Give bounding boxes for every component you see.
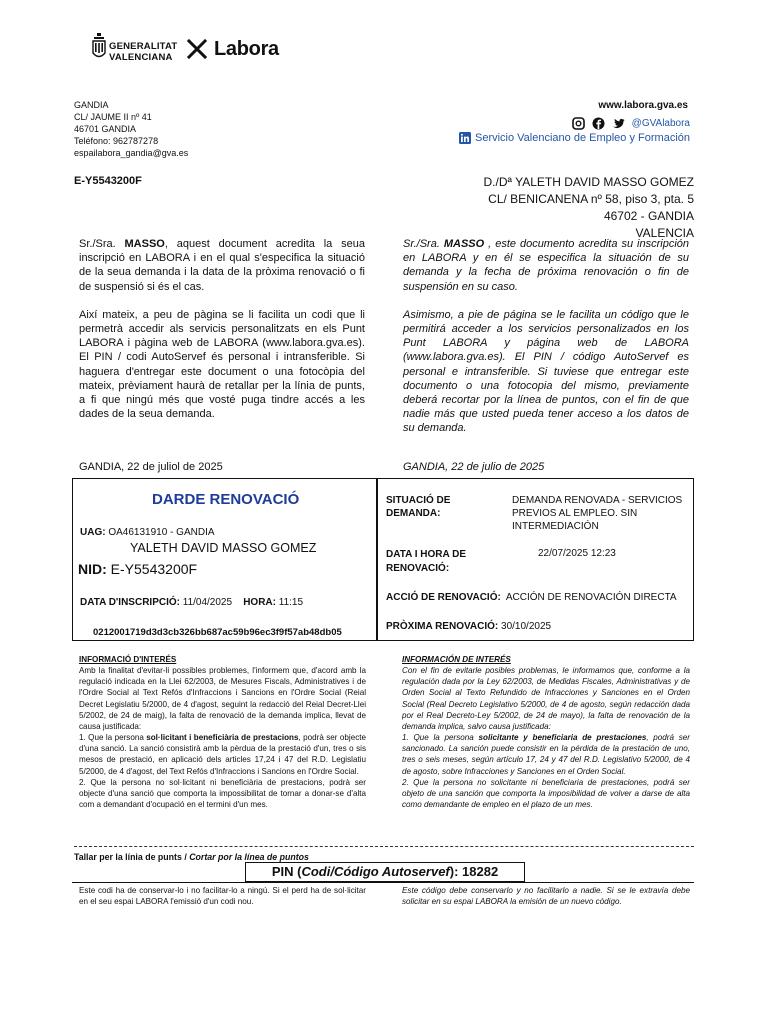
pin-note-spanish: Este código debe conservarlo y no facilitarlo a nadie. Si se le extravía debe solicitar en su espai LABORA la emisión de un nuevo código. [402,886,690,906]
document-reference: E-Y5543200F [74,175,142,187]
linkedin-icon[interactable] [459,132,471,144]
inscripcio-row: DATA D'INSCRIPCIÓ: 11/04/2025 HORA: 11:15 [80,597,304,608]
gv-name-line2: VALENCIANA [109,52,173,63]
datahora-label: DATA I HORA DE RENOVACIÓ: [386,549,466,574]
situacio-label: SITUACIÓ DE DEMANDA: [386,495,451,519]
office-address [74,99,188,159]
info-intro: Amb la finalitat d'evitar-li possibles problemes, l'informem que, d'acord amb la regulació indicada en la Llei 62/2003, de Mesures Fiscals, Administratives i de l'Ordre Social al Text Refós d'Infraccions i Sancions en l'Ordre Social (Reial Decret Legislatiu 5/2000, de 4 d'agost, seguint la redacció del Reial Decret-Llei 5/2002, de 24 de maig), la falta de renovació de la demanda implica, llevat de causa justificada: [79,666,366,731]
twitter-icon[interactable] [612,117,625,130]
pin-note-valencian: Este codi ha de conservar-lo i no facilitar-lo a ningú. Si el perd ha de sol·licitar en el seu espai LABORA l'emissió d'un codi nou. [79,886,366,906]
info-spanish [402,654,690,810]
hora-value: 11:15 [278,597,304,608]
proxima-row: PRÒXIMA RENOVACIÓ: 30/10/2025 [386,621,552,632]
generalitat-logo [92,31,178,67]
servei-name: Servicio Valenciano de Empleo y Formación [474,132,690,144]
pin-separator [72,882,694,883]
body-valencian [79,237,365,435]
info-item-1: 1. Que la persona sol·licitant i beneficiària de prestacions, podrà ser objecte d'una sanció. La sanció consistirà amb la pèrdua de la prestació d'un, tres o sis mesos de prestació, en aplicació dels articles 17,24 i 47 del R.D. Legislatiu 5/2000, de 4 d'agost, del Text Refós d'Infraccions i Sancions en l'Ordre Social. [79,733,366,776]
info-intro: Con el fin de evitarle posibles problemas, le informamos que, conforme a la regulación dada por la Ley 62/2003, de Medidas Fiscales, Administrativas y de Orden Social al Texto Refundido de Infracciones y Sanciones en el Orden Social (Real Decreto Legislativo 5/2000, de 4 de agosto, según redacción dada por el Real Decreto-Ley 5/2002, de 24 de mayo), la falta de renovación de la demanda implica, salvo causa justificada: [402,666,690,731]
office-line: Teléfono: 962787278 [74,136,159,146]
social-links [572,117,690,130]
paragraph: Sr./Sra. MASSO, aquest document acredita la seua inscripció en LABORA i en el qual s'especifica la situació de la seua demanda i la data de la pròxima renovació o fi de suspensió si és el cas. [79,238,365,293]
office-line: 46701 GANDIA [74,124,137,134]
website-link[interactable]: www.labora.gva.es [598,100,688,111]
social-handle[interactable]: @GVAlabora [631,118,690,129]
box-divider [376,478,378,641]
recipient-name: D./Dª YALETH DAVID MASSO GOMEZ [483,175,694,189]
info-item-2: 2. Que la persona no sol·licitant ni beneficiària de prestacions, podrà ser objecte d'una sanció que comporta la impossibilitat de tornar a donar-se d'alta com a demandant d'ocupació en el termini d'un mes. [79,777,366,810]
holder-name: YALETH DAVID MASSO GOMEZ [130,541,317,555]
cut-instruction: Tallar per la línia de punts / Cortar por la línea de puntos [74,852,309,862]
info-item-1: 1. Que la persona solicitante y beneficiaria de prestaciones, podrá ser sancionado. La sanción puede consistir en la pérdida de la prestación de uno, tres o seis meses, según artículo 17, 24 y 47 del R.D. Legislativo 5/2000, de 4 de agosto, sobre Infracciones y Sanciones en el Orden Social. [402,733,690,776]
body-spanish [403,237,689,450]
info-valencian [79,654,366,810]
verification-hash: 0212001719d3d3cb326bb687ac59b96ec3f9f57ab48db05 [93,627,342,638]
recipient-city: 46702 - GANDIA [603,209,694,223]
servei-line [459,132,690,144]
datahora-value: 22/07/2025 12:23 [538,548,616,559]
office-line: GANDIA [74,100,109,110]
gv-name-line1: GENERALITAT [109,41,178,52]
proxima-value: 30/10/2025 [501,621,552,632]
inscripcio-value: 11/04/2025 [182,597,233,608]
labora-logo [186,34,279,64]
uag-row: UAG: OA46131910 - GANDIA [80,527,215,538]
pin-value: ): 18282 [449,864,499,879]
surname: MASSO [124,238,165,250]
pin-code-box: PIN (Codi/Código Autoservef): 18282 [245,862,525,882]
labora-wordmark: Labora [214,37,279,60]
recipient-address [484,174,694,242]
info-heading: INFORMACIÓN DE INTERÉS [402,655,511,664]
nid-row: NID: E-Y5543200F [78,561,198,577]
recipient-street: CL/ BENICANENA nº 58, piso 3, pta. 5 [488,192,694,206]
paragraph: Sr./Sra. MASSO , este documento acredita su inscripción en LABORA y en él se especifica la situación de su demanda y la fecha de próxima renovación o fin de suspensión en su caso. [403,238,690,293]
accio-value: ACCIÓN DE RENOVACIÓN DIRECTA [505,592,677,603]
office-line: CL/ JAUME II nº 41 [74,112,152,122]
cut-line [74,846,694,847]
paragraph: Així mateix, a peu de pàgina se li facilita un codi que li permetrà accedir als servicis personalitzats en els Punt LABORA i pàgina web de LABORA (www.labora.gva.es). El PIN / codi AutoServef és personal i intransferible. Si haguera d'entregar este document o una fotocòpia del mateix, prèviament haurà de retallar per la línia de punts, a fi que ningú més que vosté puga tindre accés a les dades de la seua demanda. [79,308,365,421]
surname: MASSO [443,238,485,250]
info-heading: INFORMACIÓ D'INTERÉS [79,655,177,664]
accio-row: ACCIÓ DE RENOVACIÓ: ACCIÓN DE RENOVACIÓN DIRECTA [386,592,677,603]
date-spanish: GANDIA, 22 de julio de 2025 [403,461,545,473]
facebook-icon[interactable] [592,117,605,130]
uag-value: OA46131910 - GANDIA [108,527,215,538]
situacio-value: DEMANDA RENOVADA - SERVICIOS PREVIOS AL EMPLEO. SIN INTERMEDIACIÓN [512,495,683,532]
nid-value: E-Y5543200F [110,561,198,577]
labora-mark-icon [186,38,208,60]
instagram-icon[interactable] [572,117,585,130]
recipient-province: VALENCIA [635,226,694,240]
darde-title: DARDE RENOVACIÓ [152,491,300,508]
date-valencian: GANDIA, 22 de juliol de 2025 [79,461,223,473]
office-email[interactable]: espailabora_gandia@gva.es [74,148,189,158]
info-item-2: 2. Que la persona no solicitante ni beneficiaria de prestaciones, podrá ser objeto de una sanción que comporta la imposibilidad de volver a darse de alta como demandante de empleo en el plazo de un mes. [402,777,690,810]
coat-of-arms-icon [92,33,106,61]
paragraph: Asimismo, a pie de página se le facilita un código que le permitirá acceder a los servicios personalizados en los Punt LABORA y página web de LABORA (www.labora.gva.es). El PIN / código AutoServef es personal e intransferible. Si tuviese que entregar este documento o una fotocopia del mismo, previamente deberá recortar por la línea de puntos, con el fin de que nadie más que usted pueda tener acceso a los datos de su demanda. [403,308,689,435]
